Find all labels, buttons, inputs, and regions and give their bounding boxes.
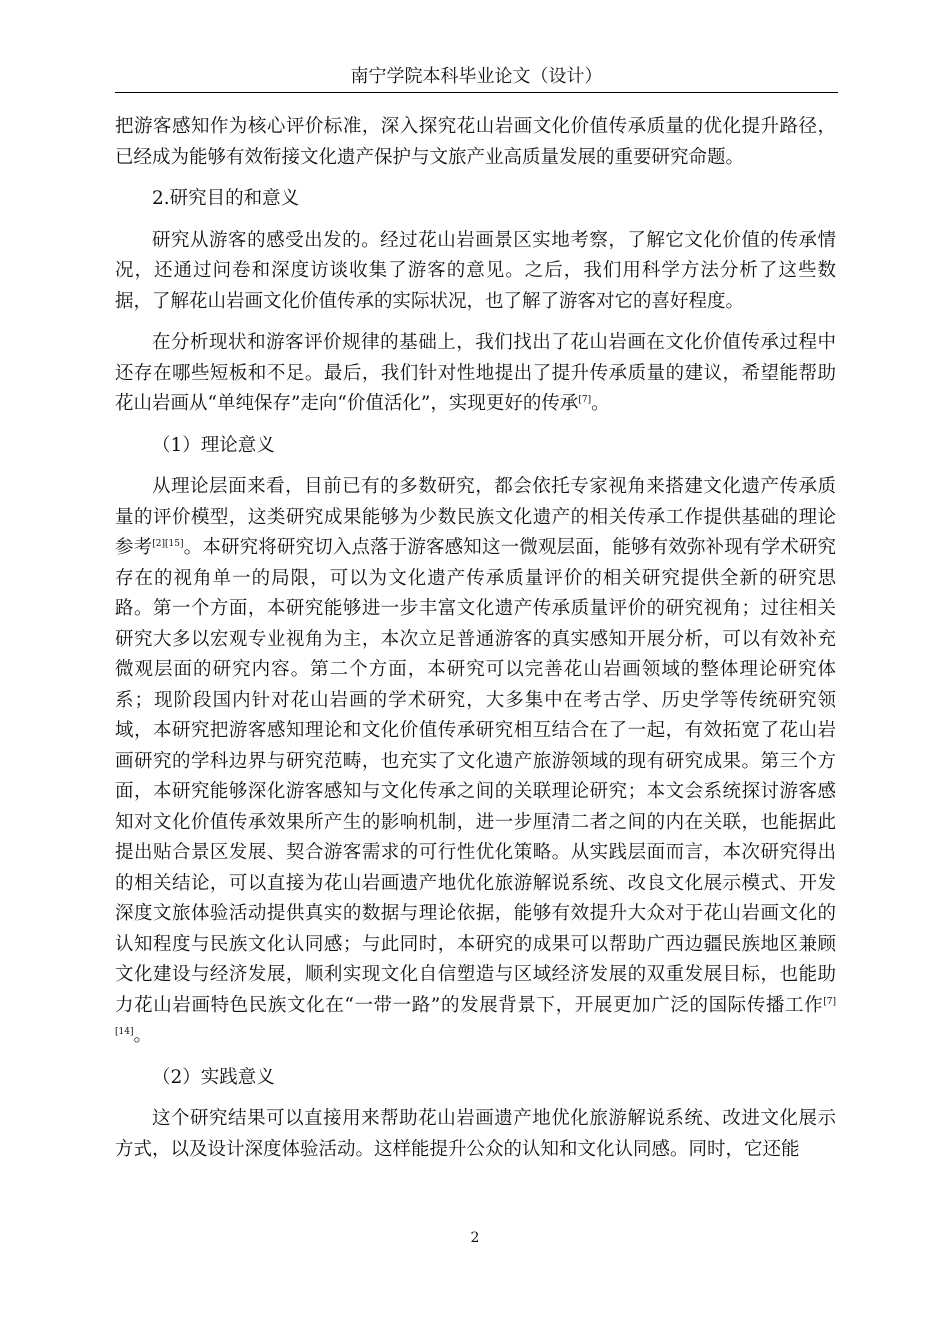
paragraph-purpose: 研究从游客的感受出发的。经过花山岩画景区实地考察，了解它文化价值的传承情况，还通过问卷和深度访谈收集了游客的意见。之后，我们用科学方法分析了这些数据，了解花山岩画文化价值传承的实际状况，也了解了游客对它的喜好程度。 <box>115 229 836 312</box>
subheading-theory: （1）理论意义 <box>152 434 275 456</box>
citation: [7][14] <box>115 996 836 1037</box>
citation: [7] <box>578 395 592 405</box>
paragraph-practice: 这个研究结果可以直接用来帮助花山岩画遗产地优化旅游解说系统、改进文化展示方式，以及设计深度体验活动。这样能提升公众的认知和文化认同感。同时，它还能 <box>115 1108 836 1160</box>
punctuation: 。 <box>591 393 610 414</box>
paragraph-theory-text-a: 从理论层面来看，目前已有的多数研究，都会依托专家视角来搭建文化遗产传承质量的评价模型，这类研究成果能够为少数民族文化遗产的相关传承工作提供基础的理论参考 <box>115 476 836 558</box>
paragraph-analysis <box>115 328 836 420</box>
punctuation: 。 <box>133 1025 152 1046</box>
paragraph-theory <box>115 472 836 1052</box>
paragraph-analysis-text: 在分析现状和游客评价规律的基础上，我们找出了花山岩画在文化价值传承过程中还存在哪些短板和不足。最后，我们针对性地提出了提升传承质量的建议，希望能帮助花山岩画从“单纯保存”走向“价值活化”，实现更好的传承 <box>115 332 836 414</box>
paragraph-continued: 把游客感知作为核心评价标准，深入探究花山岩画文化价值传承质量的优化提升路径，已经成为能够有效衔接文化遗产保护与文旅产业高质量发展的重要研究命题。 <box>115 116 836 168</box>
paragraph-theory-text-b: 。本研究将研究切入点落于游客感知这一微观层面，能够有效弥补现有学术研究存在的视角单一的局限，可以为文化遗产传承质量评价的相关研究提供全新的研究思路。第一个方面，本研究能够进一步丰富文化遗产传承质量评价的研究视角；过往相关研究大多以宏观专业视角为主，本次立足普通游客的真实感知开展分析，可以有效补充微观层面的研究内容。第二个方面，本研究可以完善花山岩画领域的整体理论研究体系；现阶段国内针对花山岩画的学术研究，大多集中在考古学、历史学等传统研究领域，本研究把游客感知理论和文化价值传承研究相互结合在了一起，有效拓宽了花山岩画研究的学科边界与研究范畴，也充实了文化遗产旅游领域的现有研究成果。第三个方面，本研究能够深化游客感知与文化传承之间的关联理论研究；本文会系统探讨游客感知对文化价值传承效果所产生的影响机制，进一步厘清二者之间的内在关联，也能据此提出贴合景区发展、契合游客需求的可行性优化策略。从实践层面而言，本次研究得出的相关结论，可以直接为花山岩画遗产地优化旅游解说系统、改良文化展示模式、开发深度文旅体验活动提供真实的数据与理论依据，能够有效提升大众对于花山岩画文化的认知程度与民族文化认同感；与此同时，本研究的成果可以帮助广西边疆民族地区兼顾文化建设与经济发展，顺利实现文化自信塑造与区域经济发展的双重发展目标，也能助力花山岩画特色民族文化在“一带一路”的发展背景下，开展更加广泛的国际传播工作 <box>115 537 836 1016</box>
header-divider <box>115 92 838 93</box>
body-text <box>115 112 836 1165</box>
page-header: 南宁学院本科毕业论文（设计） <box>350 66 603 87</box>
page-number: 2 <box>470 1230 480 1246</box>
subheading-practice: （2）实践意义 <box>152 1066 275 1088</box>
citation: [2][15] <box>152 539 184 549</box>
section-heading-purpose: 2.研究目的和意义 <box>152 188 300 209</box>
